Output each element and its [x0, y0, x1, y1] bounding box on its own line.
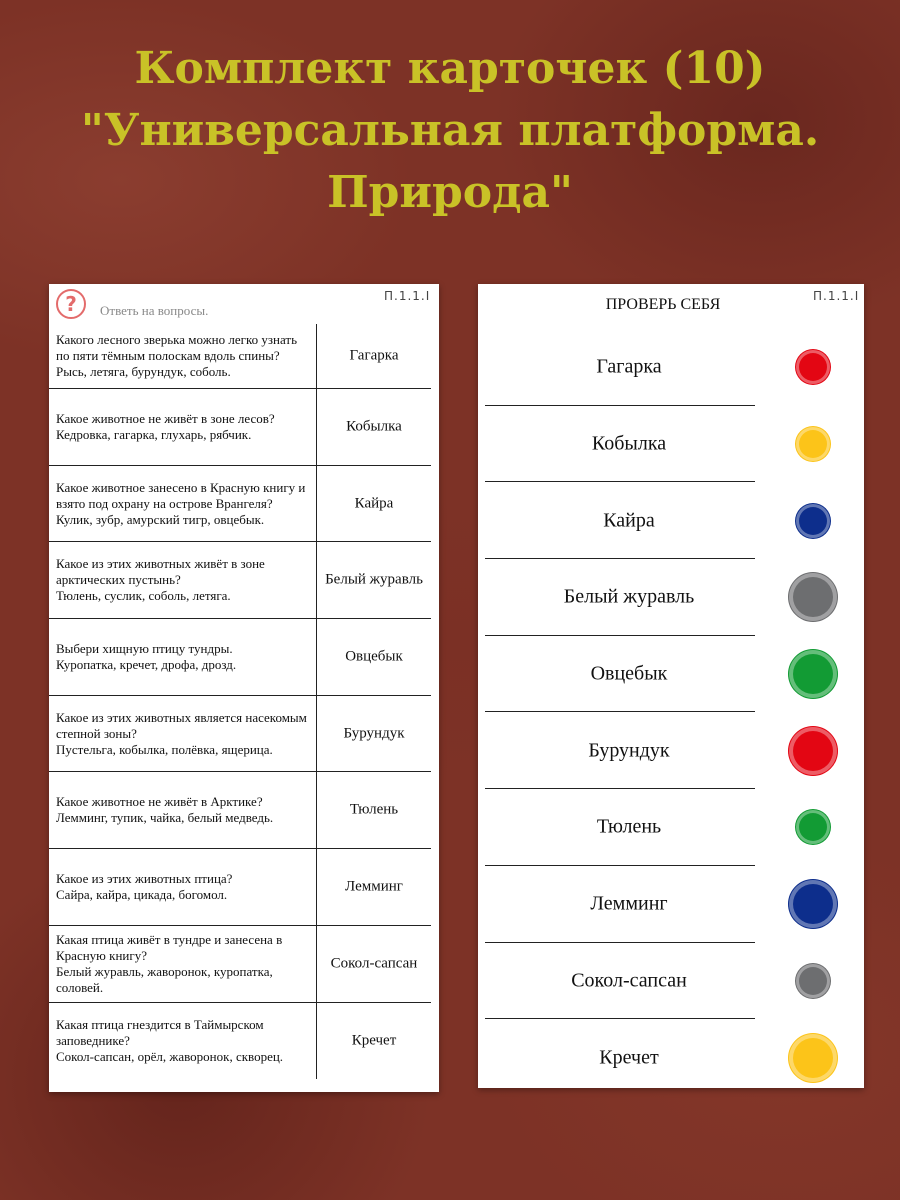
answers-list [478, 329, 864, 1096]
question-row [49, 324, 431, 389]
answer-row [478, 866, 864, 943]
questions-card [49, 284, 439, 1092]
answer-word: Овцебык [590, 662, 668, 685]
question-text [56, 411, 311, 443]
question-text [56, 710, 311, 758]
question-row [49, 619, 431, 696]
question: Какого лесного зверька можно легко узнать по пяти тёмным полоскам вдоль спины? [56, 332, 298, 363]
card-instruction: Ответь на вопросы. [100, 303, 209, 318]
color-dot [789, 573, 837, 621]
answer-word: Сокол-сапсан [571, 969, 687, 992]
card-code: П.1.1.I [813, 289, 860, 303]
answer-row [478, 559, 864, 636]
question-options: Сокол-сапсан, орёл, жаворонок, скворец. [56, 1048, 284, 1064]
answer-word: Кобылка [346, 418, 402, 435]
question-options: Кедровка, гагарка, глухарь, рябчик. [56, 426, 252, 442]
question-row [49, 389, 431, 466]
question-row [49, 1003, 431, 1080]
question: Какое животное занесено в Красную книгу и взято под охрану на острове Врангеля? [56, 479, 306, 511]
question-row [49, 926, 431, 1003]
question-text [56, 1017, 311, 1065]
question-text [56, 480, 311, 528]
question-text [56, 871, 311, 903]
answer-row [478, 406, 864, 483]
answer-word: Овцебык [345, 648, 403, 665]
answer-row [478, 789, 864, 866]
color-dot [796, 810, 830, 844]
question-options: Сайра, кайра, цикада, богомол. [56, 886, 228, 902]
card-code: П.1.1.I [384, 289, 431, 303]
color-dot [789, 880, 837, 928]
question-options: Лемминг, тупик, чайка, белый медведь. [56, 810, 274, 826]
answer-word: Сокол-сапсан [330, 955, 418, 972]
title-line-2: "Универсальная платформа. [80, 105, 820, 156]
answer-word: Гагарка [349, 347, 399, 364]
answer-word: Кречет [599, 1046, 659, 1069]
question: Какая птица живёт в тундре и занесена в Красную книгу? [56, 931, 283, 963]
question-text [56, 556, 311, 604]
question-row [49, 542, 431, 619]
color-dot [796, 350, 830, 384]
question-icon: ? [56, 289, 86, 319]
answer-word: Бурундук [343, 725, 405, 742]
question: Какое из этих животных живёт в зоне арктических пустынь? [56, 556, 265, 588]
color-dot [796, 964, 830, 998]
question-text [56, 932, 311, 996]
question-options: Тюлень, суслик, соболь, летяга. [56, 588, 231, 604]
question-options: Рысь, летяга, бурундук, соболь. [56, 364, 231, 379]
answer-word: Кречет [351, 1032, 397, 1049]
title-line-1: Комплект карточек (10) [134, 43, 766, 94]
answer-word: Кайра [603, 509, 655, 532]
question-options: Пустельга, кобылка, полёвка, ящерица. [56, 741, 273, 757]
answer-row [478, 943, 864, 1020]
color-dot [796, 427, 830, 461]
question-options: Куропатка, кречет, дрофа, дрозд. [56, 656, 237, 672]
answer-row [478, 329, 864, 406]
page-title [0, 38, 900, 224]
answer-word: Лемминг [590, 892, 668, 915]
question: Какое из этих животных птица? [56, 870, 233, 886]
question-options: Белый журавль, жаворонок, куропатка, соловей. [56, 963, 273, 995]
check-title: ПРОВЕРЬ СЕБЯ [605, 296, 721, 313]
answer-word: Тюлень [596, 815, 662, 838]
question-text [56, 641, 311, 673]
question-options: Кулик, зубр, амурский тигр, овцебык. [56, 511, 265, 527]
answer-row [478, 482, 864, 559]
color-dot [796, 504, 830, 538]
answer-word: Кайра [354, 495, 394, 512]
question-text [56, 794, 311, 826]
question: Какое животное не живёт в Арктике? [56, 794, 263, 810]
question-row [49, 772, 431, 849]
question-row [49, 696, 431, 773]
question-row [49, 466, 431, 543]
color-dot [789, 727, 837, 775]
question-text [56, 332, 311, 380]
answer-word: Лемминг [345, 878, 403, 895]
question: Какая птица гнездится в Таймырском заповеднике? [56, 1016, 264, 1048]
answer-word: Белый журавль [325, 571, 423, 588]
question: Какое из этих животных является насекомым степной зоны? [56, 709, 307, 741]
question-row [49, 849, 431, 926]
color-dot [789, 650, 837, 698]
answer-row [478, 712, 864, 789]
answer-word: Бурундук [588, 739, 670, 762]
check-card [478, 284, 864, 1088]
answer-word: Гагарка [596, 355, 662, 378]
questions-list [49, 324, 439, 1079]
question: Выбери хищную птицу тундры. [56, 640, 233, 656]
title-line-3: Природа" [327, 167, 573, 218]
color-dot [789, 1034, 837, 1082]
answer-word: Белый журавль [563, 585, 695, 608]
answer-word: Тюлень [349, 801, 399, 818]
answer-row [478, 1019, 864, 1096]
answer-row [478, 636, 864, 713]
question: Какое животное не живёт в зоне лесов? [56, 410, 275, 426]
answer-word: Кобылка [591, 432, 667, 455]
